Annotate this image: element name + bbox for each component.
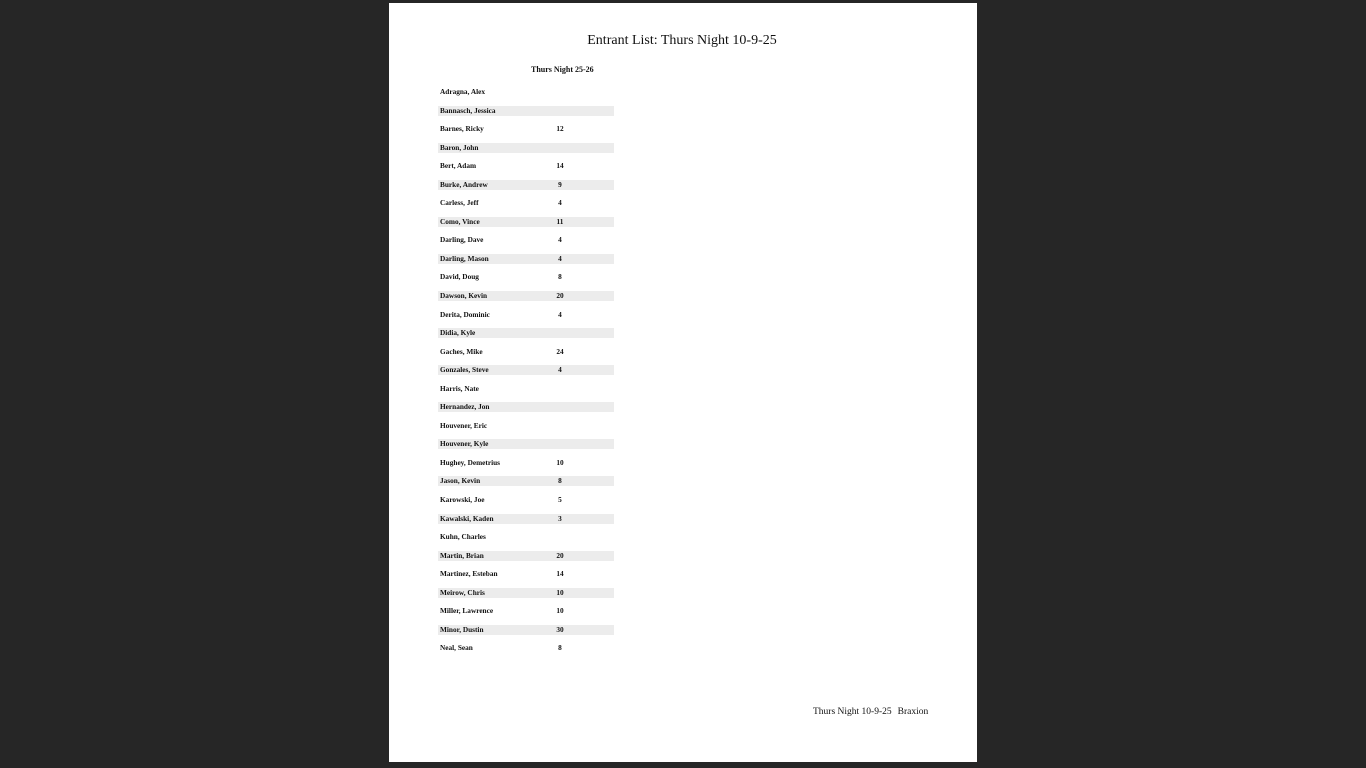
entrant-value: 30 [556, 624, 564, 634]
list-item [438, 143, 614, 153]
page-footer [813, 707, 928, 717]
list-item [438, 106, 614, 116]
entrant-name: Derita, Dominic [440, 309, 490, 319]
list-item [438, 180, 614, 190]
entrant-value: 10 [556, 587, 564, 597]
entrant-name: Carless, Jeff [440, 198, 479, 208]
list-item [438, 495, 614, 505]
entrant-name: Darling, Dave [440, 235, 484, 245]
entrant-name: Adragna, Alex [440, 87, 485, 96]
list-item [438, 198, 614, 208]
entrant-value: 8 [558, 272, 562, 282]
entrant-value: 4 [558, 365, 562, 375]
entrant-name: Gaches, Mike [440, 346, 483, 356]
entrant-name: Minor, Dustin [440, 624, 484, 634]
entrant-value: 4 [558, 235, 562, 245]
list-subtitle: Thurs Night 25-26 [531, 65, 594, 74]
entrant-name: Como, Vince [440, 216, 480, 226]
entrant-name: Bannasch, Jessica [440, 105, 496, 115]
list-item [438, 384, 614, 394]
list-item [438, 347, 614, 357]
list-item [438, 161, 614, 171]
entrant-list [438, 87, 614, 662]
entrant-value: 12 [556, 124, 564, 134]
list-item [438, 625, 614, 635]
entrant-name: Houvener, Eric [440, 420, 488, 430]
entrant-value: 5 [558, 495, 562, 505]
list-item [438, 588, 614, 598]
list-item [438, 458, 614, 468]
entrant-name: Hernandez, Jon [440, 402, 490, 412]
list-item [438, 439, 614, 449]
list-item [438, 643, 614, 653]
entrant-value: 8 [558, 643, 562, 653]
entrant-name: David, Doug [440, 272, 479, 282]
list-item [438, 606, 614, 616]
page-title: Entrant List: Thurs Night 10-9-25 [587, 33, 777, 48]
list-item [438, 402, 614, 412]
document-page [389, 3, 977, 762]
list-item [438, 551, 614, 561]
entrant-value: 10 [556, 606, 564, 616]
list-item [438, 310, 614, 320]
entrant-value: 14 [556, 161, 564, 171]
entrant-value: 24 [556, 346, 564, 356]
entrant-value: 4 [558, 309, 562, 319]
entrant-value: 11 [556, 216, 564, 226]
entrant-name: Gonzales, Steve [440, 365, 489, 375]
list-item [438, 291, 614, 301]
entrant-name: Harris, Nate [440, 383, 479, 393]
list-item [438, 365, 614, 375]
entrant-name: Karowski, Joe [440, 495, 485, 505]
entrant-value: 20 [556, 291, 564, 301]
entrant-value: 14 [556, 569, 564, 579]
entrant-name: Dawson, Kevin [440, 291, 488, 301]
entrant-value: 20 [556, 550, 564, 560]
entrant-name: Baron, John [440, 142, 479, 152]
entrant-name: Hughey, Demetrius [440, 457, 500, 467]
footer-event: Thurs Night 10-9-25 [813, 707, 892, 717]
entrant-name: Jason, Kevin [440, 476, 481, 486]
entrant-value: 8 [558, 476, 562, 486]
list-item [438, 569, 614, 579]
footer-brand: Braxion [897, 707, 929, 717]
entrant-value: 3 [558, 513, 562, 523]
list-item [438, 421, 614, 431]
entrant-name: Neal, Sean [440, 643, 473, 653]
list-item [438, 328, 614, 338]
entrant-name: Burke, Andrew [440, 179, 488, 189]
entrant-name: Darling, Mason [440, 253, 489, 263]
list-item [438, 532, 614, 542]
entrant-name: Houvener, Kyle [440, 439, 489, 449]
entrant-value: 4 [558, 253, 562, 263]
list-item [438, 272, 614, 282]
list-item [438, 124, 614, 134]
entrant-name: Martinez, Esteban [440, 569, 498, 579]
entrant-name: Meirow, Chris [440, 587, 485, 597]
entrant-value: 9 [558, 179, 562, 189]
entrant-name: Barnes, Ricky [440, 124, 484, 134]
entrant-name: Kawalski, Kaden [440, 513, 494, 523]
entrant-name: Martin, Brian [440, 550, 484, 560]
list-item [438, 235, 614, 245]
list-item [438, 87, 614, 97]
list-item [438, 254, 614, 264]
entrant-name: Kuhn, Charles [440, 532, 486, 542]
entrant-value: 4 [558, 198, 562, 208]
list-item [438, 476, 614, 486]
list-item [438, 514, 614, 524]
entrant-name: Bert, Adam [440, 161, 477, 171]
entrant-name: Miller, Lawrence [440, 606, 494, 616]
entrant-name: Didia, Kyle [440, 328, 476, 338]
entrant-value: 10 [556, 457, 564, 467]
list-item [438, 217, 614, 227]
